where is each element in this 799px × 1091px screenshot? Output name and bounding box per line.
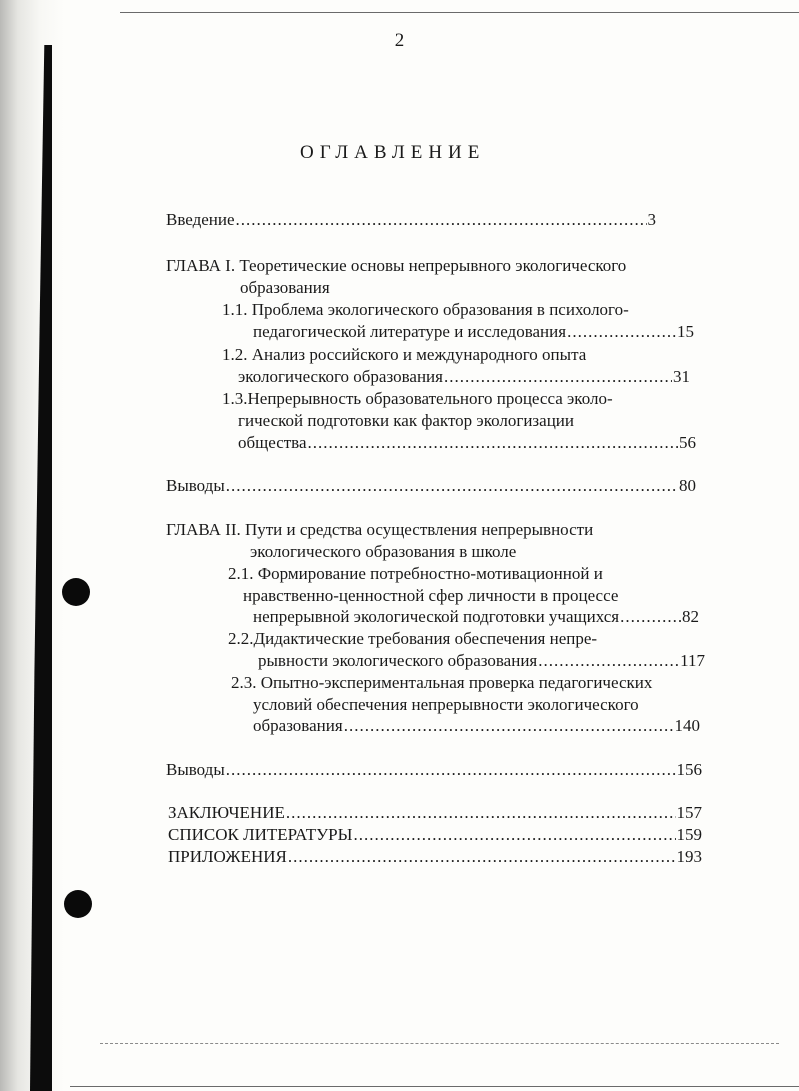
toc-entry-page: 193 — [676, 847, 702, 866]
dot-leader — [308, 432, 678, 454]
toc-entry-label: образования — [253, 716, 343, 735]
toc-entry-page: 157 — [676, 803, 702, 822]
toc-entry-label: педагогической литературе и исследования — [253, 322, 567, 341]
toc-entry-page: 3 — [647, 210, 656, 229]
page-number: 2 — [394, 30, 405, 51]
toc-entry-conclusions-2 — [166, 759, 702, 781]
section-2-3-title: 2.3. Опытно-экспериментальная проверка педагогических — [231, 673, 653, 692]
toc-entry-page: 31 — [673, 367, 690, 386]
scan-top-rule — [120, 12, 799, 13]
toc-entry-page: 80 — [679, 476, 696, 495]
punch-hole-bottom — [64, 890, 92, 918]
toc-entry-bibliography — [168, 824, 702, 846]
toc-entry-1-3 — [238, 432, 696, 454]
toc-title: ОГЛАВЛЕНИЕ — [300, 142, 486, 163]
toc-entry-page: 140 — [674, 716, 700, 735]
toc-entry-label: Выводы — [166, 476, 225, 495]
toc-entry-2-2 — [258, 650, 705, 672]
toc-entry-label: СПИСОК ЛИТЕРАТУРЫ — [168, 825, 353, 844]
toc-entry-intro — [166, 209, 656, 231]
dot-leader — [226, 475, 678, 497]
dot-leader — [344, 715, 674, 737]
toc-entry-page: 56 — [679, 433, 696, 452]
toc-entry-page: 15 — [677, 322, 694, 341]
toc-entry-conclusions-1 — [166, 475, 696, 497]
toc-entry-label: общества — [238, 433, 307, 452]
toc-entry-2-3 — [253, 715, 700, 737]
dot-leader — [286, 802, 676, 824]
toc-entry-2-1 — [253, 606, 699, 628]
toc-entry-label: ЗАКЛЮЧЕНИЕ — [168, 803, 285, 822]
section-1-1-title: 1.1. Проблема экологического образования в психолого- — [222, 300, 629, 319]
toc-entry-1-1 — [253, 321, 694, 343]
toc-entry-page: 159 — [676, 825, 702, 844]
scan-bottom-rule — [100, 1043, 779, 1044]
toc-entry-page: 156 — [676, 760, 702, 779]
section-2-3-title-cont: условий обеспечения непрерывности экологического — [253, 695, 639, 714]
chapter2-heading-cont: экологического образования в школе — [250, 542, 517, 561]
section-2-2-title: 2.2.Дидактические требования обеспечения непре- — [228, 629, 598, 648]
dot-leader — [236, 209, 647, 231]
toc-entry-conclusion — [168, 802, 702, 824]
toc-entry-label: Выводы — [166, 760, 225, 779]
toc-entry-label: рывности экологического образования — [258, 651, 538, 670]
section-1-3-title: 1.3.Непрерывность образовательного процесса эколо- — [222, 389, 613, 408]
section-2-1-title: 2.1. Формирование потребностно-мотивационной и — [228, 564, 603, 583]
dot-leader — [288, 846, 676, 868]
section-1-3-title-cont: гической подготовки как фактор экологизации — [238, 411, 574, 430]
toc-entry-label: непрерывной экологической подготовки учащихся — [253, 607, 620, 626]
chapter1-heading: ГЛАВА I. Теоретические основы непрерывного экологического — [166, 256, 627, 275]
toc-entry-appendices — [168, 846, 702, 868]
toc-entry-page: 117 — [680, 651, 705, 670]
toc-entry-label: ПРИЛОЖЕНИЯ — [168, 847, 287, 866]
dot-leader — [620, 606, 681, 628]
toc-entry-page: 82 — [682, 607, 699, 626]
section-1-2-title: 1.2. Анализ российского и международного опыта — [222, 345, 587, 364]
dot-leader — [444, 366, 672, 388]
chapter1-heading-cont: образования — [240, 278, 330, 297]
toc-entry-1-2 — [238, 366, 690, 388]
chapter2-heading: ГЛАВА II. Пути и средства осуществления непрерывности — [166, 520, 594, 539]
section-2-1-title-cont: нравственно-ценностной сфер личности в процессе — [243, 586, 619, 605]
toc-entry-label: экологического образования — [238, 367, 443, 386]
dot-leader — [567, 321, 676, 343]
scan-bottom-edge — [70, 1086, 799, 1087]
dot-leader — [226, 759, 676, 781]
punch-hole-top — [62, 578, 90, 606]
dot-leader — [353, 824, 675, 846]
toc-entry-label: Введение — [166, 210, 235, 229]
dot-leader — [538, 650, 679, 672]
